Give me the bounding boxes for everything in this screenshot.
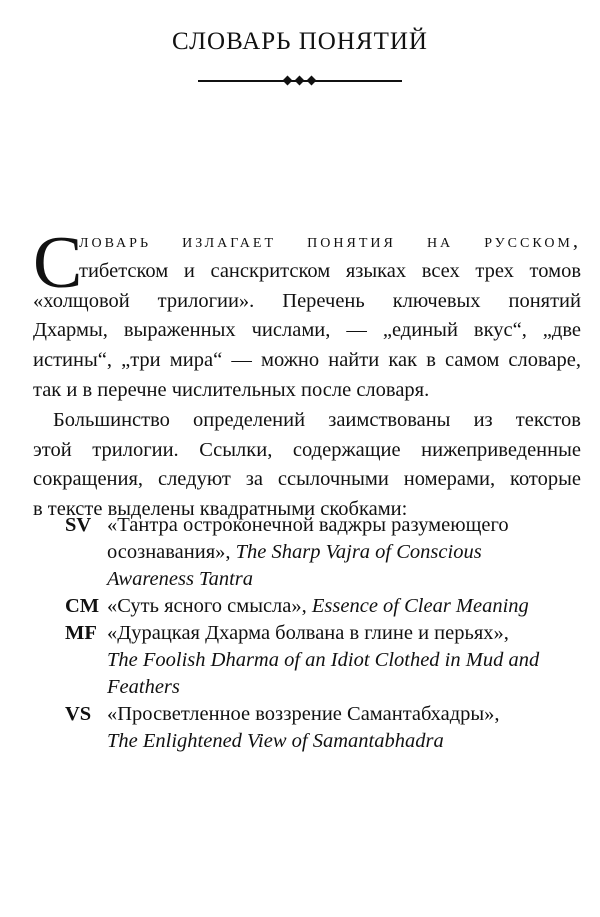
english-title: Awareness Tantra <box>107 568 254 590</box>
abbreviation-item <box>65 701 539 728</box>
intro-paragraph <box>33 222 581 525</box>
page-title: СЛОВАРЬ ПОНЯТИЙ <box>172 28 428 55</box>
english-title: The Enlightened View of Samantabhadra <box>107 730 444 752</box>
english-title: Feathers <box>107 676 180 698</box>
drop-cap: С <box>33 222 83 304</box>
text-line: этой трилогии. Ссылки, содержащие нижеприведенные <box>33 438 581 461</box>
russian-title: «Суть ясного смысла», <box>107 595 312 617</box>
title-ornament-divider <box>198 77 402 85</box>
russian-title: «Дурацкая Дхарма болвана в глине и перьях», <box>107 622 509 644</box>
text-line: Дхармы, выраженных числами, — „единый вкус“, „две <box>33 319 581 342</box>
text-line: истины“, „три мира“ — можно найти как в самом словаре, <box>33 349 581 372</box>
abbreviation-code: SV <box>65 514 92 536</box>
text-line: так и в перечне числительных после словаря. <box>33 378 430 401</box>
text-line: в тексте выделены квадратными скобками: <box>33 498 408 521</box>
english-title: The Foolish Dharma of an Idiot Clothed in Mud and <box>107 649 540 671</box>
text-line: тибетском и санскритском языках всех трех томов <box>79 259 581 282</box>
abbreviation-code: MF <box>65 622 97 644</box>
text-line: ловарь излагает понятия на русском, <box>79 230 581 252</box>
abbreviation-item <box>65 620 539 647</box>
abbreviation-list <box>65 512 539 755</box>
russian-title: осознавания», <box>107 541 236 563</box>
russian-title: «Тантра остроконечной ваджры разумеющего <box>107 514 509 536</box>
abbreviation-item <box>65 593 539 620</box>
abbreviation-item <box>65 512 539 539</box>
russian-title: «Просветленное воззрение Самантабхадры», <box>107 703 500 725</box>
abbreviation-code: VS <box>65 703 92 725</box>
abbreviation-code: CM <box>65 595 100 617</box>
text-line: Большинство определений заимствованы из текстов <box>53 408 581 431</box>
english-title: The Sharp Vajra of Conscious <box>235 541 482 563</box>
text-line: сокращения, следуют за ссылочными номерами, которые <box>33 468 581 491</box>
text-line: «холщовой трилогии». Перечень ключевых понятий <box>33 289 581 312</box>
english-title: Essence of Clear Meaning <box>311 595 529 617</box>
